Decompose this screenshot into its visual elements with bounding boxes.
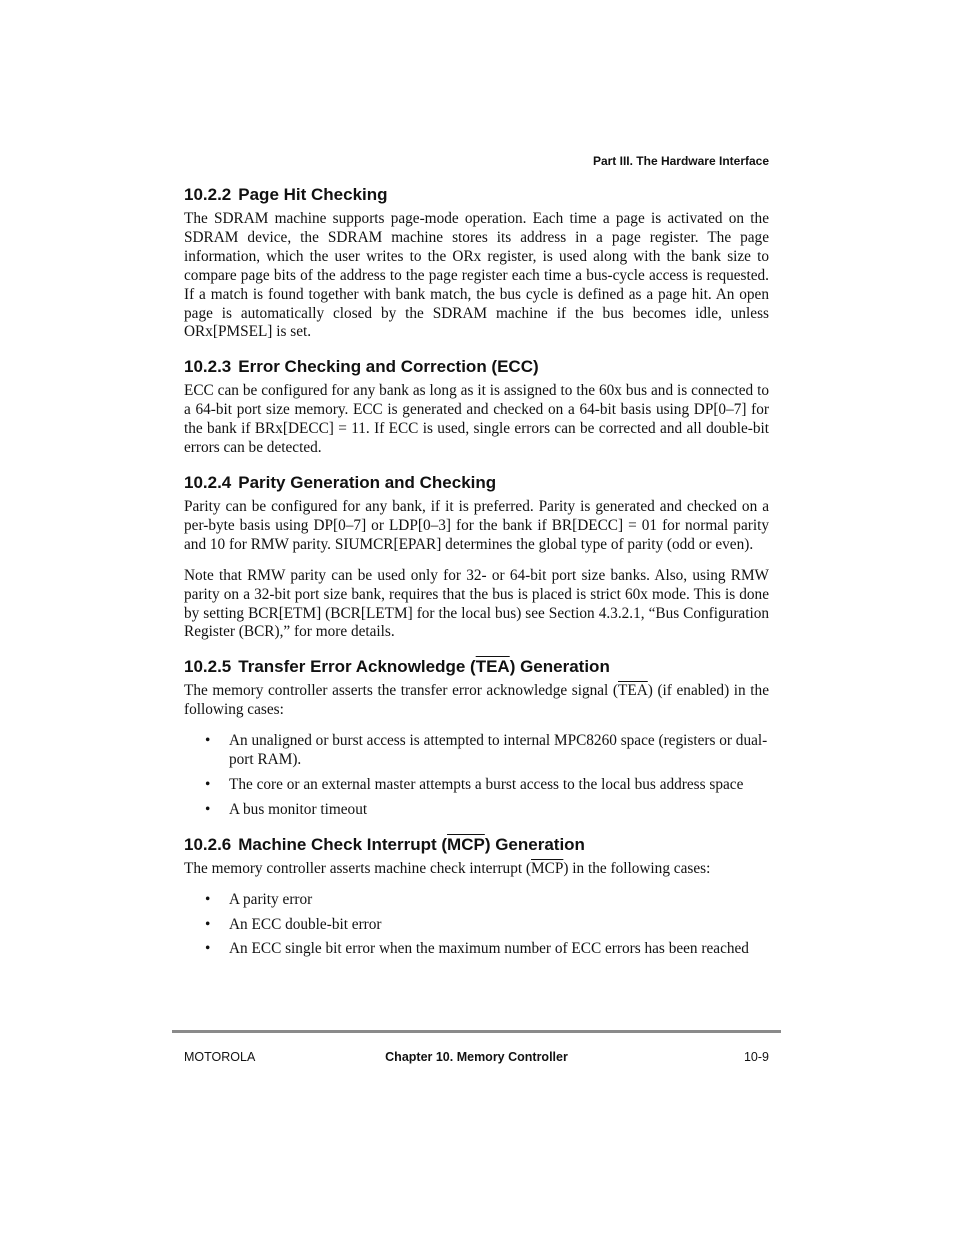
- list-item: [184, 916, 769, 935]
- paragraph: Parity can be configured for any bank, if it is preferred. Parity is generated and checked on a per-byte basis using DP[0–7] or LDP[0–3] for the bank if BR[DECC] = 01 for normal parity and 10 for RMW parity. SIUMCR[EPAR] determines the global type of parity (odd or even).: [184, 497, 769, 553]
- list-item: [184, 776, 769, 795]
- section-number: 10.2.5: [184, 657, 232, 677]
- signal-tea: $\overline{TEA}$: [618, 682, 648, 700]
- bullet-icon: •: [205, 800, 211, 818]
- section-title-post: ) Generation: [484, 834, 585, 854]
- section-heading: [184, 834, 769, 856]
- list-item: [184, 940, 769, 959]
- section-number: 10.2.2: [184, 185, 232, 204]
- bullet-list: [184, 891, 769, 960]
- section-number: 10.2.6: [184, 834, 232, 854]
- list-item-text: A parity error: [229, 890, 313, 908]
- paragraph: [184, 860, 769, 879]
- page-body: [184, 184, 769, 973]
- section-title-pre: Machine Check Interrupt (: [238, 834, 448, 854]
- running-header: Part III. The Hardware Interface: [592, 154, 769, 168]
- bullet-icon: •: [205, 732, 211, 750]
- paragraph: The SDRAM machine supports page-mode operation. Each time a page is activated on the SDRAM device, the SDRAM machine stores its address in a page register. The page information, which the user writes to the ORx register, is used along with the bank size to compare page bits of the address to the page register each time a bus-cycle access is requested. If a match is found together with bank match, the bus cycle is defined as a page hit. An open page is automatically closed by the SDRAM machine if the bus becomes idle, unless ORx[PMSEL] is set.: [184, 210, 769, 341]
- signal-mcp: $\overline{MCP}$: [531, 859, 564, 877]
- section-number: 10.2.4: [184, 472, 232, 492]
- section-ecc: [184, 356, 769, 458]
- bullet-icon: •: [205, 775, 211, 793]
- list-item-text: An unaligned or burst access is attempted to internal MPC8260 space (registers or dual-port RAM).: [229, 732, 768, 769]
- section-heading: [184, 472, 769, 494]
- section-title-post: ) Generation: [509, 657, 610, 677]
- section-number: 10.2.3: [184, 357, 232, 377]
- intro-text: ) (if enabled) in the following cases:: [184, 682, 769, 719]
- footer-chapter: Chapter 10. Memory Controller: [385, 1050, 568, 1064]
- section-title: Parity Generation and Checking: [238, 472, 497, 492]
- page-number: 10-9: [743, 1050, 769, 1064]
- bullet-icon: •: [205, 890, 211, 908]
- paragraph: Note that RMW parity can be used only for 32- or 64-bit port size banks. Also, using RMW parity on a 32-bit port size bank, requires that the bus is placed is strict 60x mode. This is done by setting BCR[ETM] (BCR[LETM] for the local bus) see Section 4.3.2.1, “Bus Configuration Register (BCR),” for more details.: [184, 566, 769, 641]
- section-heading: [184, 356, 769, 378]
- section-title-pre: Transfer Error Acknowledge (: [238, 657, 476, 677]
- paragraph: [184, 682, 769, 720]
- signal-tea: TEA: [475, 657, 510, 677]
- section-parity: [184, 472, 769, 642]
- intro-text: The memory controller asserts the transfer error acknowledge signal (: [184, 682, 618, 700]
- bullet-list: [184, 732, 769, 820]
- list-item-text: An ECC single bit error when the maximum number of ECC errors has been reached: [229, 940, 749, 958]
- section-title: Error Checking and Correction (ECC): [238, 357, 539, 377]
- section-heading: [184, 656, 769, 678]
- intro-text: ) in the following cases:: [563, 859, 711, 877]
- list-item-text: The core or an external master attempts a burst access to the local bus address space: [229, 775, 744, 793]
- list-item-text: A bus monitor timeout: [229, 800, 368, 818]
- section-title: Page Hit Checking: [238, 185, 388, 204]
- list-item: [184, 891, 769, 910]
- section-mcp-generation: [184, 834, 769, 960]
- signal-mcp: MCP: [447, 834, 485, 854]
- bullet-icon: •: [205, 940, 211, 958]
- section-tea-generation: [184, 656, 769, 819]
- section-page-hit-checking: [184, 184, 769, 342]
- footer-rule: [172, 1030, 781, 1033]
- list-item: [184, 801, 769, 820]
- paragraph: ECC can be configured for any bank as long as it is assigned to the 60x bus and is connected to a 64-bit port size memory. ECC is generated and checked on a 64-bit basis using DP[0–7] for the bank if BRx[DECC] = 11. If ECC is used, single errors can be corrected and all double-bit errors can be detected.: [184, 382, 769, 457]
- footer-company: MOTOROLA: [184, 1050, 256, 1064]
- intro-text: The memory controller asserts machine check interrupt (: [184, 859, 532, 877]
- bullet-icon: •: [205, 915, 211, 933]
- section-heading: [184, 184, 769, 206]
- list-item: [184, 732, 769, 770]
- list-item-text: An ECC double-bit error: [229, 915, 382, 933]
